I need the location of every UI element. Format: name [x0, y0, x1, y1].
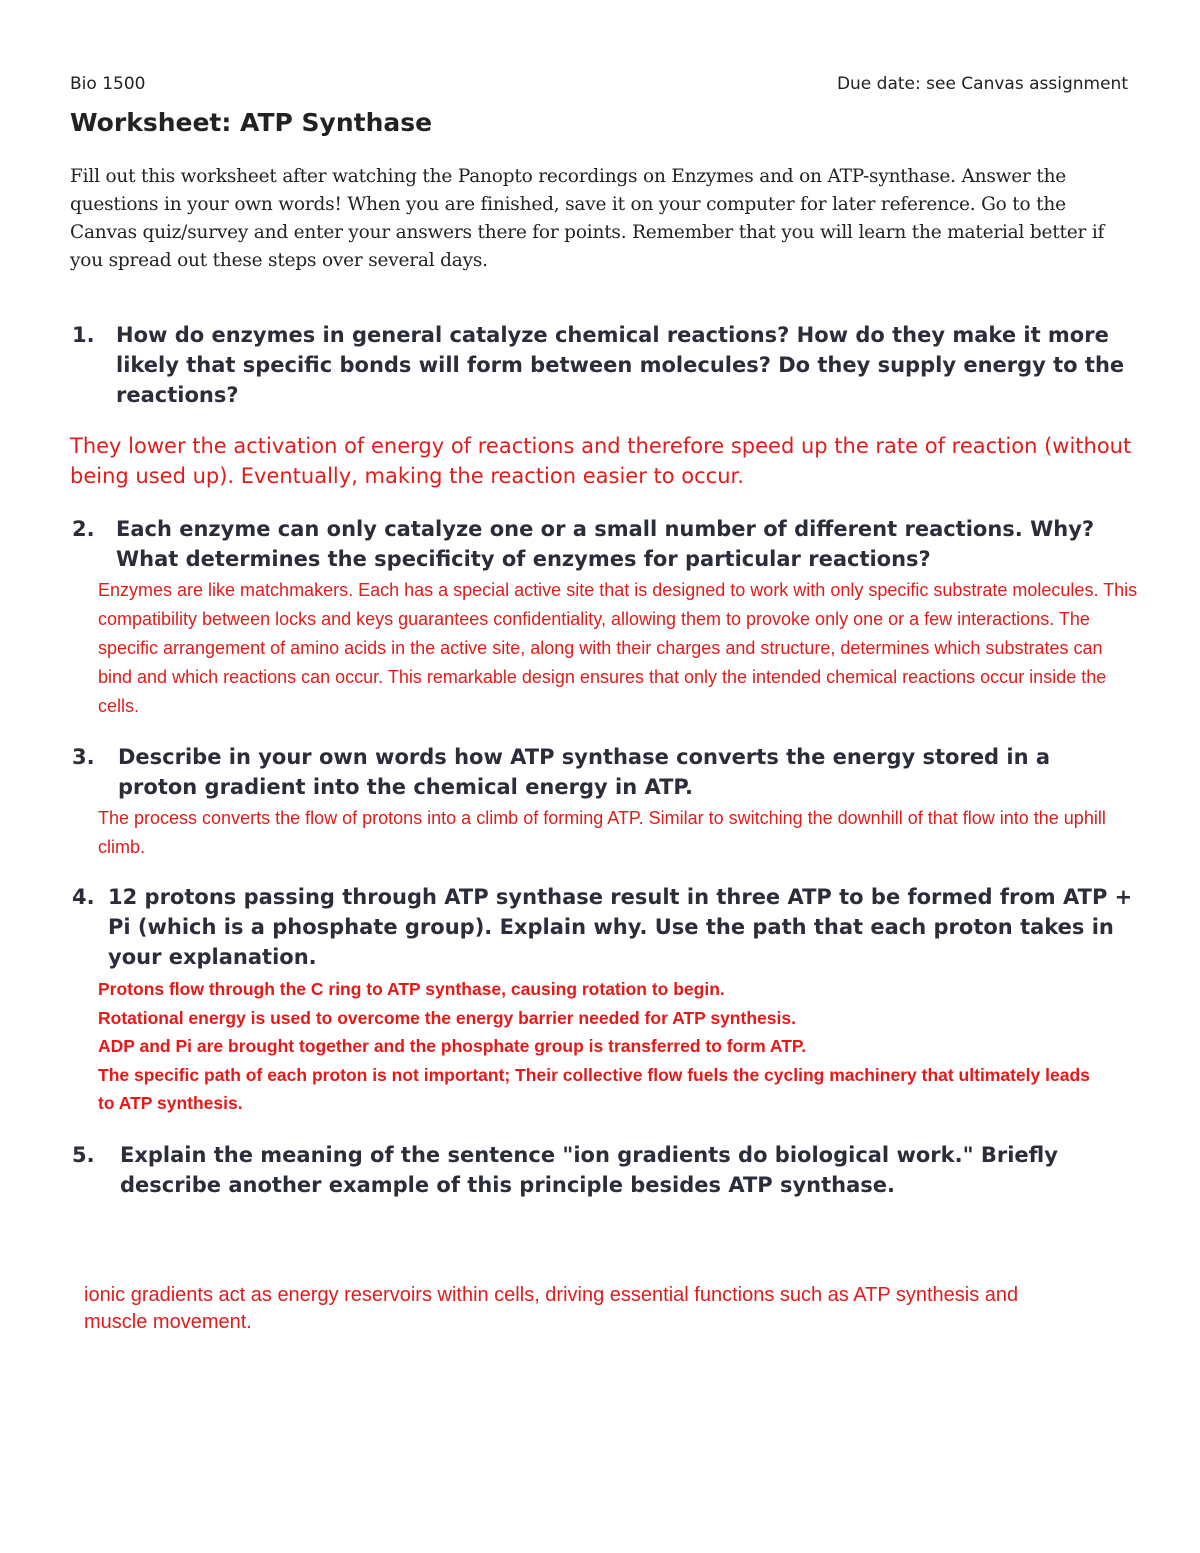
- answer-4-line: Rotational energy is used to overcome the energy barrier needed for ATP synthesis.: [98, 1007, 796, 1028]
- question-number: 3.: [72, 745, 95, 769]
- answer-4-line: The specific path of each proton is not important; Their collective flow fuels the cycling machinery that ultimately leads to ATP synthesis.: [98, 1064, 1090, 1113]
- question-number: 5.: [72, 1143, 95, 1167]
- instructions-paragraph: Fill out this worksheet after watching the Panopto recordings on Enzymes and on ATP-synthase. Answer the questions in your own words! When you are finished, save it on your computer for later reference. Go to the Canvas quiz/survey and enter your answers there for points. Remember that you will learn the material better if you spread out these steps over several days.: [70, 166, 1105, 271]
- question-4: [72, 882, 1142, 972]
- question-3: [72, 742, 1132, 802]
- question-text: 12 protons passing through ATP synthase result in three ATP to be formed from ATP + Pi (which is a phosphate group). Explain why. Use the path that each proton takes in your explanation.: [108, 885, 1133, 969]
- question-1: [72, 320, 1142, 410]
- answer-3: The process converts the flow of protons into a climb of forming ATP. Similar to switching the downhill of that flow into the uphill climb.: [98, 808, 1106, 857]
- answer-2: Enzymes are like matchmakers. Each has a special active site that is designed to work with only specific substrate molecules. This compatibility between locks and keys guarantees confidentiality, allowing them to provoke only one or a few interactions. The specific arrangement of amino acids in the active site, along with their charges and structure, determines which substrates can bind and which reactions can occur. This remarkable design ensures that only the intended chemical reactions occur inside the cells.: [98, 580, 1138, 716]
- question-text: How do enzymes in general catalyze chemical reactions? How do they make it more likely that specific bonds will form between molecules? Do they supply energy to the reactions?: [116, 323, 1125, 407]
- question-text: Each enzyme can only catalyze one or a small number of different reactions. Why? What determines the specificity of enzymes for particular reactions?: [116, 517, 1095, 571]
- answer-5: ionic gradients act as energy reservoirs within cells, driving essential functions such as ATP synthesis and muscle movement.: [84, 1284, 1019, 1333]
- answer-4-line: Protons flow through the C ring to ATP synthase, causing rotation to begin.: [98, 979, 725, 999]
- page-title: Worksheet: ATP Synthase: [70, 108, 433, 137]
- due-date: Due date: see Canvas assignment: [836, 74, 1128, 94]
- question-2: [72, 514, 1152, 574]
- question-number: 2.: [72, 517, 95, 541]
- answer-4: [98, 975, 1138, 1118]
- question-number: 4.: [72, 885, 95, 909]
- question-text: Explain the meaning of the sentence "ion gradients do biological work." Briefly describe another example of this principle besides ATP synthase.: [120, 1143, 1058, 1197]
- question-5: [72, 1140, 1142, 1200]
- course-code: Bio 1500: [70, 74, 146, 94]
- answer-1: They lower the activation of energy of reactions and therefore speed up the rate of reaction (without being used up). Eventually, making the reaction easier to occur.: [70, 434, 1132, 488]
- question-number: 1.: [72, 323, 95, 347]
- question-text: Describe in your own words how ATP synthase converts the energy stored in a proton gradient into the chemical energy in ATP.: [118, 745, 1051, 799]
- answer-4-line: ADP and Pi are brought together and the phosphate group is transferred to form ATP.: [98, 1036, 807, 1056]
